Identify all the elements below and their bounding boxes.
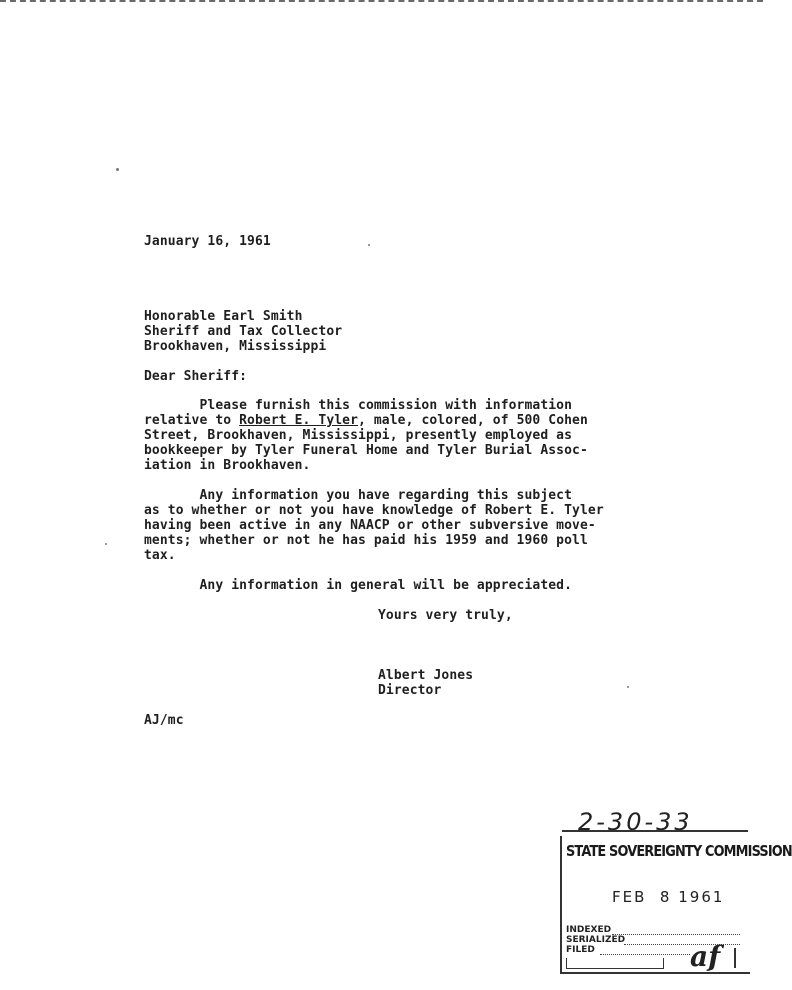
paragraph1-line5: iation in Brookhaven. bbox=[144, 458, 311, 473]
underlined-subject-name: Robert E. Tyler bbox=[239, 413, 359, 428]
recipient-title: Sheriff and Tax Collector bbox=[144, 324, 343, 339]
page-top-edge bbox=[0, 0, 763, 8]
paragraph2-line5: tax. bbox=[144, 548, 176, 563]
signer-title: Director bbox=[378, 683, 442, 698]
paragraph2-line3: having been active in any NAACP or other subversive move- bbox=[144, 518, 596, 533]
paragraph2-line2: as to whether or not you have knowledge of Robert E. Tyler bbox=[144, 503, 604, 518]
stamp-file-number: 2-30-33 bbox=[578, 808, 693, 836]
paragraph2-line4: ments; whether or not he has paid his 1959 and 1960 poll bbox=[144, 533, 588, 548]
paragraph2-line1: Any information you have regarding this subject bbox=[144, 488, 573, 503]
stamp-title: STATE SOVEREIGNTY COMMISSION bbox=[566, 842, 792, 860]
stamp-date: FEB 8 1961 bbox=[612, 888, 725, 906]
scan-speck bbox=[105, 543, 107, 545]
stamp-tick-mark bbox=[734, 948, 736, 968]
salutation: Dear Sheriff: bbox=[144, 369, 248, 384]
stamp-label-indexed: INDEXED bbox=[566, 925, 612, 935]
stamp-dotline-serialized bbox=[624, 944, 740, 945]
stamp-dotline-indexed bbox=[612, 934, 740, 935]
stamp-check-box bbox=[566, 958, 664, 969]
paragraph1-line1: Please furnish this commission with information bbox=[144, 398, 573, 413]
paragraph3: Any information in general will be appreciated. bbox=[144, 578, 573, 593]
scan-speck bbox=[368, 244, 370, 246]
recipient-name: Honorable Earl Smith bbox=[144, 309, 303, 324]
stamp-handwritten-initials: af bbox=[690, 940, 721, 973]
stamp-label-serialized: SERIALIZED bbox=[566, 935, 626, 945]
scan-speck bbox=[116, 168, 119, 171]
closing: Yours very truly, bbox=[378, 608, 513, 623]
paragraph1-line4: bookkeeper by Tyler Funeral Home and Tyler Burial Assoc- bbox=[144, 443, 588, 458]
recipient-location: Brookhaven, Mississippi bbox=[144, 339, 327, 354]
paragraph1-line2 bbox=[144, 413, 588, 428]
letter-date: January 16, 1961 bbox=[144, 234, 271, 249]
scan-speck bbox=[627, 686, 629, 688]
paragraph1-line2-start: relative to bbox=[144, 413, 240, 428]
stamp-label-filed: FILED bbox=[566, 945, 595, 955]
stamp-dotline-filed bbox=[600, 954, 690, 955]
reference-initials: AJ/mc bbox=[144, 713, 184, 728]
stamp-rule bbox=[562, 830, 748, 832]
paragraph1-line3: Street, Brookhaven, Mississippi, presently employed as bbox=[144, 428, 573, 443]
signer-name: Albert Jones bbox=[378, 668, 474, 683]
paragraph1-line2-end: , male, colored, of 500 Cohen bbox=[358, 413, 588, 428]
